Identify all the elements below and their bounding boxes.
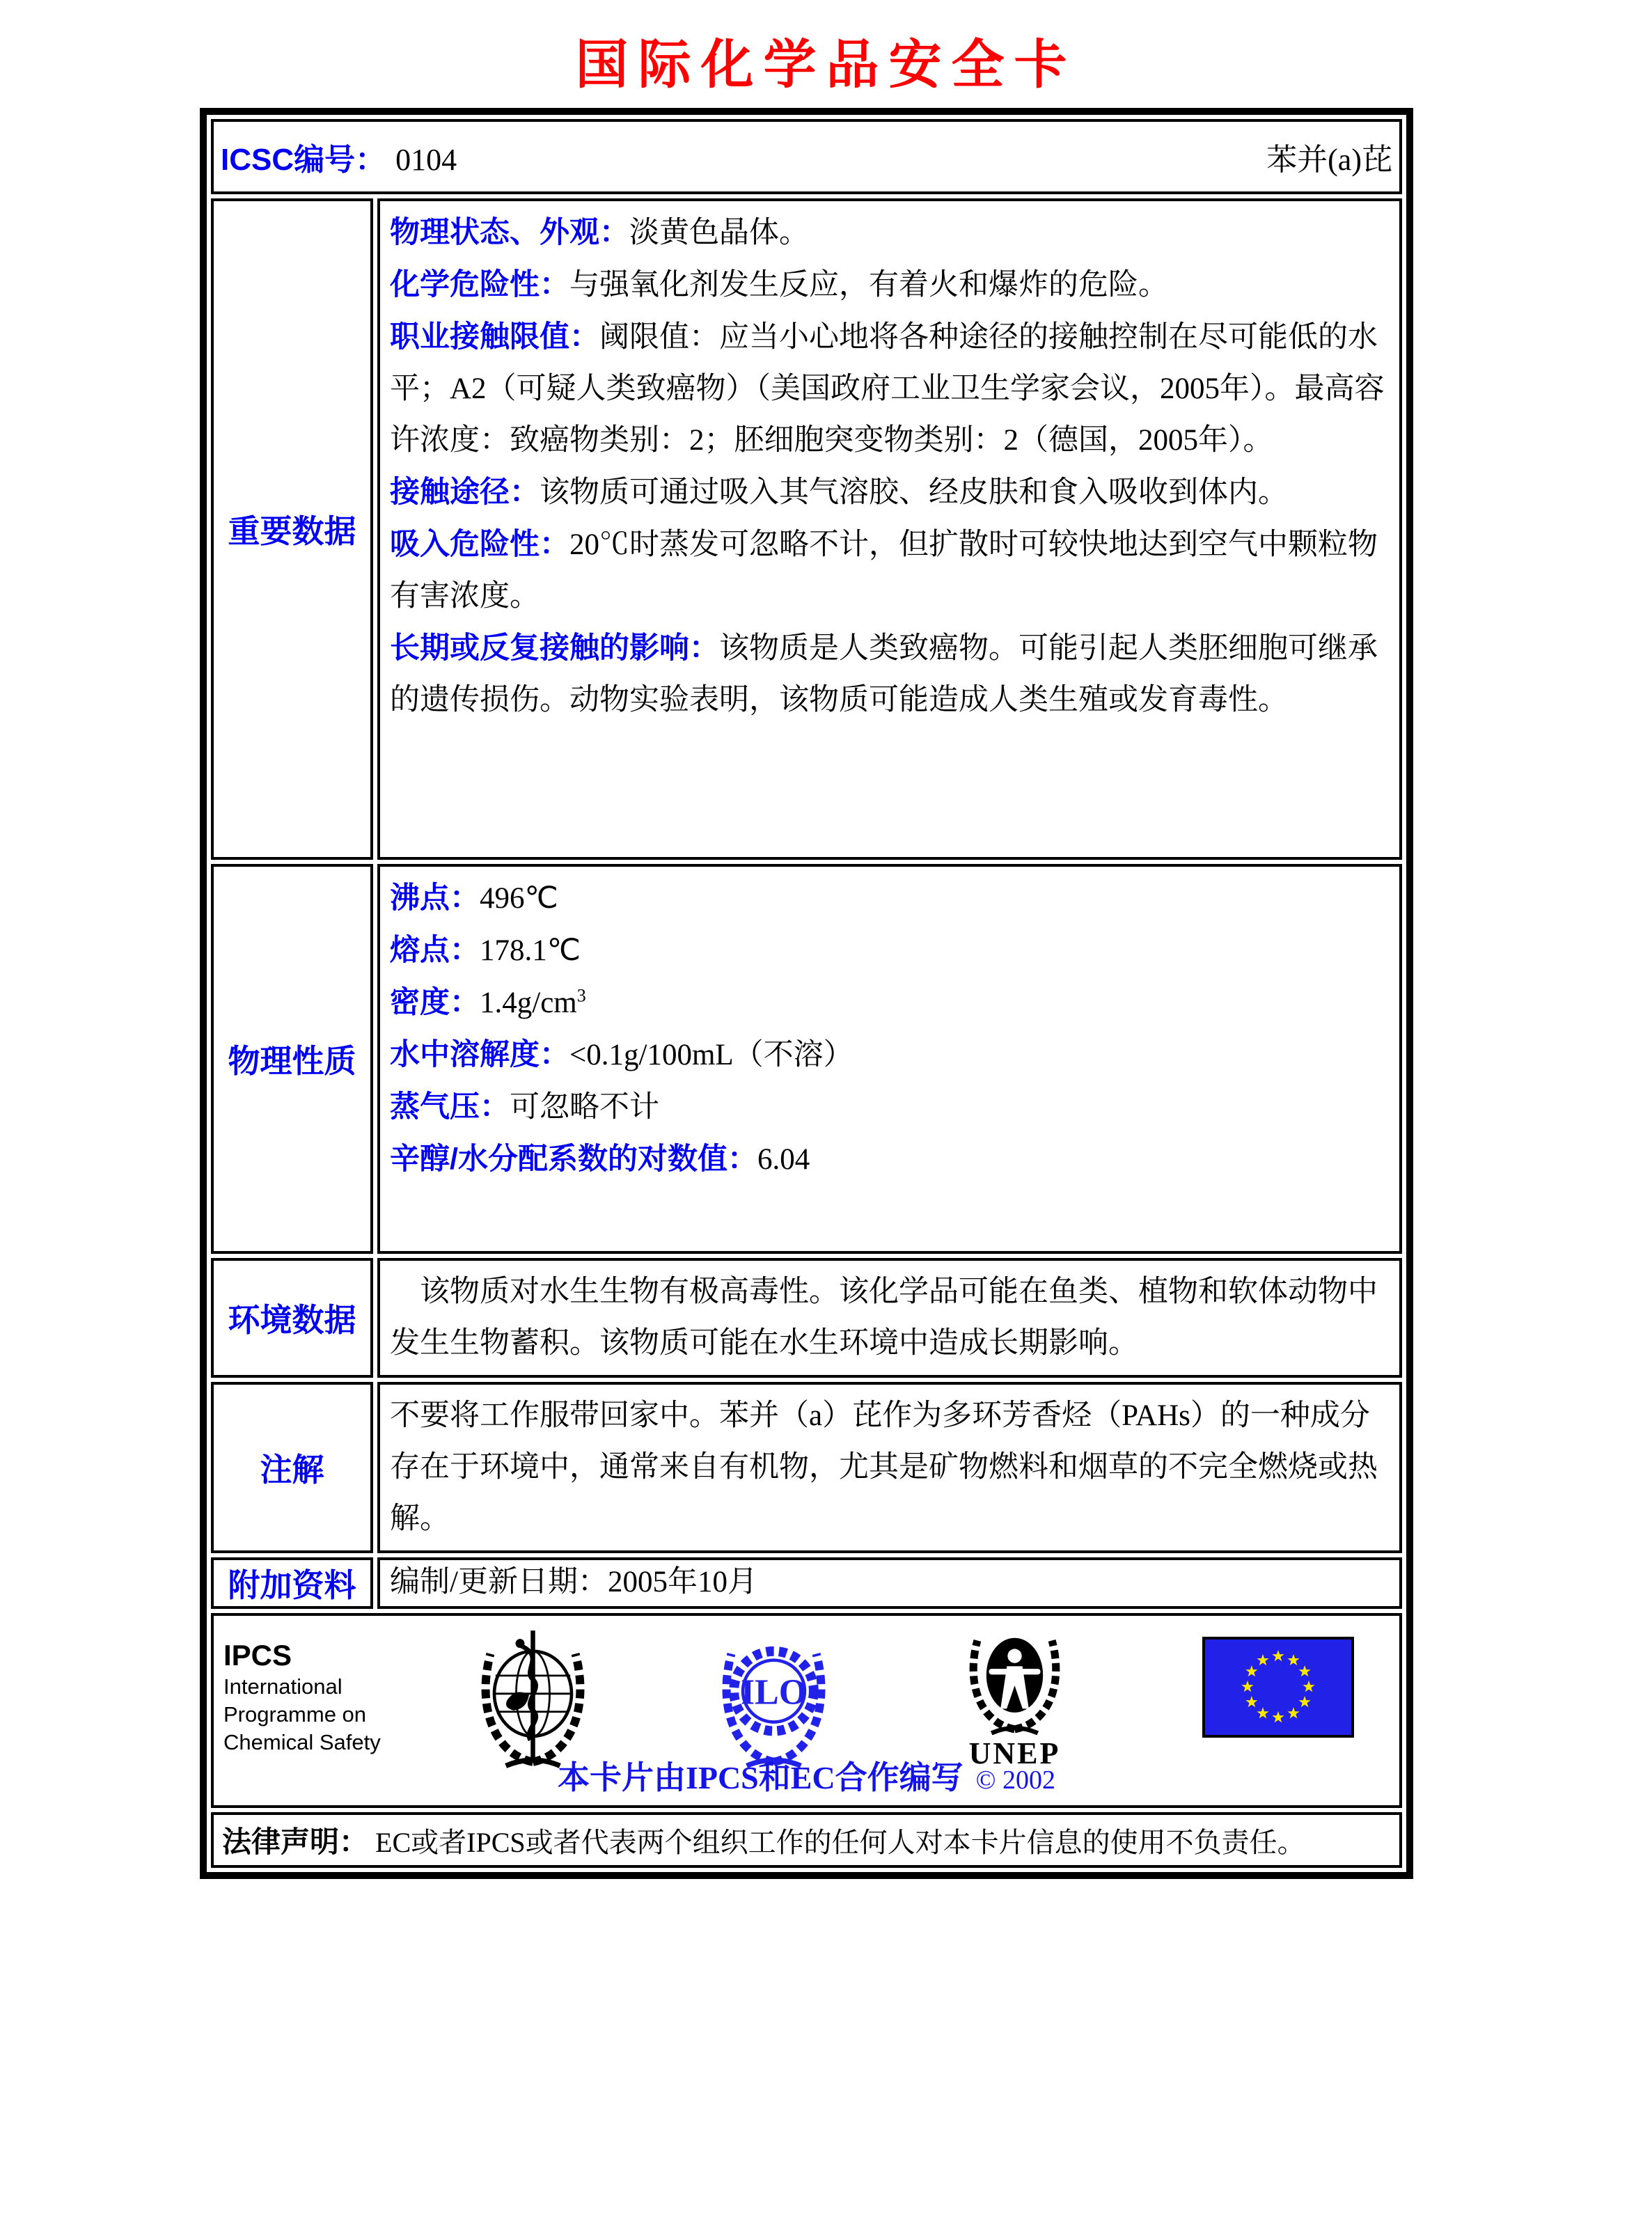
svg-text:ILO: ILO [741,1672,807,1713]
environment-data-row [211,1258,1402,1378]
important-data-content [377,198,1402,860]
entry-label: 职业接触限值： [390,320,599,354]
entry-label: 物理状态、外观： [390,216,629,249]
physical-properties-row [211,864,1402,1254]
entry-text: 该物质可通过吸入其气溶胶、经皮肤和食入吸收到体内。 [540,476,1288,509]
ipcs-wordmark [223,1638,381,1756]
prop-label: 沸点： [390,881,480,915]
entry-text: 与强氧化剂发生反应，有着火和爆炸的危险。 [569,269,1168,301]
row-label-environment: 环境数据 [211,1258,373,1378]
prop-label: 辛醇/水分配系数的对数值： [390,1142,757,1176]
prop-label: 密度： [390,986,480,1019]
entry-text: 淡黄色晶体。 [629,217,809,249]
entry-chemical-danger [390,259,1390,311]
prop-value: 496℃ [480,882,558,915]
cooperation-caption-text: 本卡片由IPCS和EC合作编写 [557,1760,963,1795]
notes-row [211,1382,1402,1553]
prop-water-solubility [390,1029,1390,1081]
page-title: 国际化学品安全卡 [575,36,1077,95]
legal-label: 法律声明： [222,1825,369,1858]
prop-boiling-point [390,872,1390,925]
prop-value: 1.4g/cm [480,986,577,1019]
prop-logp [390,1133,1390,1186]
entry-text: 20℃时蒸发可忽略不计，但扩散时可较快地达到空气中颗粒物有害浓度。 [390,528,1378,613]
row-label-notes: 注解 [211,1382,373,1553]
ipcs-line-3: Chemical Safety [223,1730,381,1754]
icsc-number-value: 0104 [395,143,457,177]
entry-exposure-routes [390,466,1390,519]
entry-label: 接触途径： [390,475,540,509]
environment-data-content: 该物质对水生生物有极高毒性。该化学品可能在鱼类、植物和软体动物中发生生物蓄积。该物质可能在水生环境中造成长期影响。 [377,1258,1402,1378]
important-data-row [211,198,1402,860]
header-cell [211,119,1402,194]
ipcs-line-1: International [223,1674,343,1699]
ilo-logo-icon [709,1621,838,1775]
eu-flag-icon [1202,1637,1354,1741]
entry-occupational-limits [390,311,1390,466]
prop-melting-point [390,925,1390,977]
chemical-name: 苯并(a)芘 [1266,143,1392,177]
legal-text: EC或者IPCS或者代表两个组织工作的任何人对本卡片信息的使用不负责任。 [375,1827,1305,1858]
entry-label: 吸入危险性： [390,528,569,561]
prop-vapor-pressure [390,1081,1390,1133]
additional-info-content: 编制/更新日期：2005年10月 [377,1557,1402,1609]
prop-value: 6.04 [757,1143,810,1176]
logos-cell [211,1613,1402,1808]
prop-density [390,977,1390,1029]
prop-label: 熔点： [390,934,480,967]
prop-label: 蒸气压： [390,1090,510,1124]
entry-text: 阈限值：应当小心地将各种途径的接触控制在尽可能低的水平；A2（可疑人类致癌物）（美国政府工业卫生学家会议，2005年）。最高容许浓度：致癌物类别：2；胚细胞突变物类别：2（德国，2005年）。 [390,321,1385,457]
prop-value-superscript: 3 [576,985,586,1006]
unep-logo-icon [950,1619,1079,1770]
unep-wordmark: UNEP [968,1736,1061,1770]
row-label-additional: 附加资料 [211,1557,373,1609]
header-row [211,119,1402,194]
row-label-physical: 物理性质 [211,864,373,1254]
row-label-important: 重要数据 [211,198,373,860]
ipcs-line-2: Programme on [223,1702,367,1727]
prop-value: <0.1g/100mL（不溶） [569,1039,853,1071]
additional-info-row [211,1557,1402,1609]
entry-text: 该物质是人类致癌物。可能引起人类胚细胞可继承的遗传损伤。动物实验表明，该物质可能造成人类生殖或发育毒性。 [390,632,1378,716]
prop-value: 可忽略不计 [510,1091,659,1124]
ipcs-acronym: IPCS [223,1639,292,1672]
icsc-number-group [221,134,457,179]
prop-value: 178.1℃ [480,934,581,967]
card-table [200,108,1413,1879]
legal-row [211,1812,1402,1868]
icsc-number-label: ICSC编号： [221,143,386,177]
entry-longterm-effects [390,622,1390,726]
physical-properties-content [377,864,1402,1254]
entry-physical-state [390,207,1390,259]
cooperation-caption [214,1752,1399,1798]
entry-label: 长期或反复接触的影响： [390,631,719,665]
prop-label: 水中溶解度： [390,1038,569,1071]
entry-label: 化学危险性： [390,268,569,301]
logos-row [211,1613,1402,1808]
who-logo-icon [469,1621,597,1775]
entry-inhalation-risk [390,519,1390,622]
copyright-text: © 2002 [975,1766,1056,1795]
notes-content: 不要将工作服带回家中。苯并（a）芘作为多环芳香烃（PAHs）的一种成分存在于环境中，通常来自有机物，尤其是矿物燃料和烟草的不完全燃烧或热解。 [377,1382,1402,1553]
legal-cell [211,1812,1402,1868]
